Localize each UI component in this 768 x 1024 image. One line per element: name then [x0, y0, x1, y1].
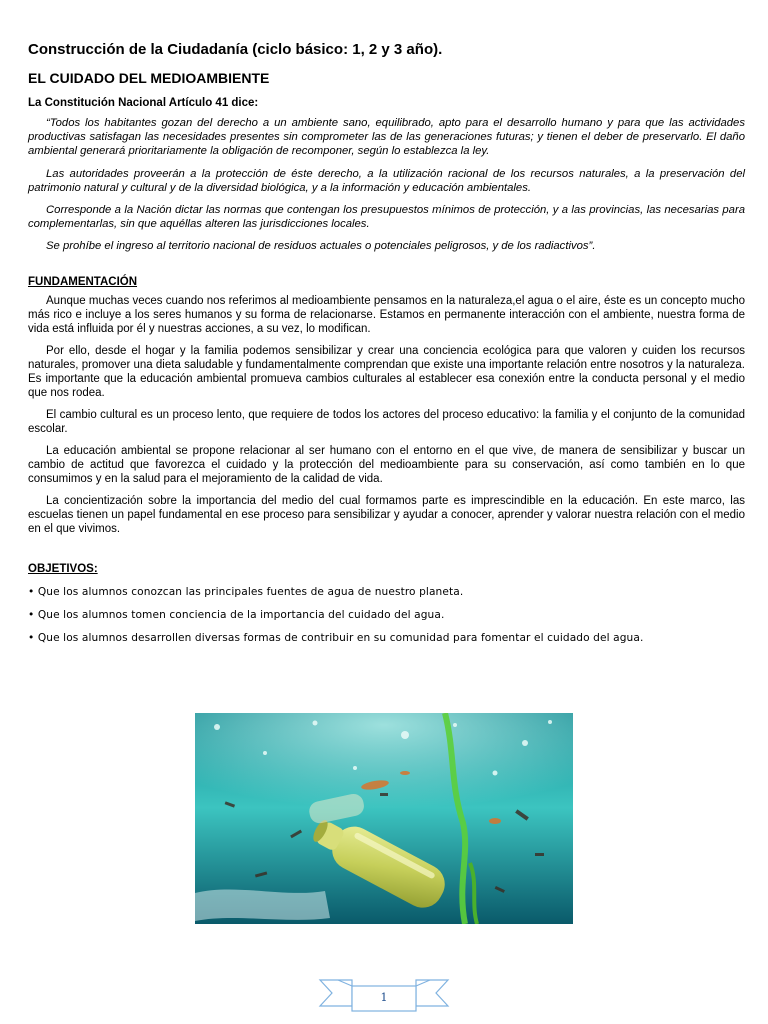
fundamentacion-paragraph: Por ello, desde el hogar y la familia podemos sensibilizar y crear una conciencia ecológica para que valoren y cuiden los recursos naturales, promover una dieta saludable y fundamentalmente comprendan que existe una importante relación entre nosotros y la naturaleza. Es importante que la educación ambiental promueva cambios culturales al establecer esa conexión entre la conducta personal y el medio que nos rodea.	[28, 344, 745, 399]
quote-paragraph: Se prohíbe el ingreso al territorio nacional de residuos actuales o potenciales peligrosos, y de los radiactivos”.	[46, 240, 596, 253]
objetivo-item: • Que los alumnos conozcan las principales fuentes de agua de nuestro planeta.	[28, 585, 464, 598]
quote-paragraph: “Todos los habitantes gozan del derecho a un ambiente sano, equilibrado, apto para el desarrollo humano y para que las actividades productivas satisfagan las necesidades presentes sin comprometer las de las generaciones futuras; y tienen el deber de preservarlo. El daño ambiental generará prioritariamente la obligación de recomponer, según lo establezca la ley.	[28, 117, 745, 158]
underwater-plastic-photo	[195, 713, 573, 924]
constitution-quote	[28, 116, 745, 254]
constitution-heading: La Constitución Nacional Artículo 41 dice:	[28, 97, 259, 109]
fundamentacion-paragraph: La educación ambiental se propone relacionar al ser humano con el entorno en el que vive, de manera de sensibilizar y buscar un cambio de actitud que favorezca el cuidado y la protección del medioambiente para su conservación, así como también en lo que consumimos y en la salud para el mejoramiento de la calidad de vida.	[28, 444, 745, 485]
fundamentacion-heading: FUNDAMENTACIÓN	[28, 275, 138, 288]
fundamentacion-paragraph: Aunque muchas veces cuando nos referimos al medioambiente pensamos en la naturaleza,el agua o el aire, éste es un concepto mucho más rico e incluye a los seres humanos y su forma de relacionarse. Estamos en permanente interacción con el ambiente, nuestra forma de vida está influida por él y nuestras acciones, a su vez, lo modifican.	[28, 294, 745, 335]
objetivos-section	[28, 562, 745, 645]
quote-paragraph: Las autoridades proveerán a la protección de éste derecho, a la utilización racional de los recursos naturales, a la preservación del patrimonio natural y cultural y de la diversidad biológica, y a la información y educación ambientales.	[28, 167, 745, 194]
objetivo-item: • Que los alumnos tomen conciencia de la importancia del cuidado del agua.	[28, 608, 445, 621]
fundamentacion-paragraph: El cambio cultural es un proceso lento, que requiere de todos los actores del proceso educativo: la familia y el conjunto de la comunidad escolar.	[28, 408, 745, 435]
fundamentacion-paragraph: La concientización sobre la importancia del medio del cual formamos parte es imprescindible en la educación. En este marco, las escuelas tienen un papel fundamental en ese proceso para sensibilizar y ayudar a conocer, aprender y valorar nuestra relación con el medio en el que vivimos.	[28, 494, 745, 535]
fundamentacion-section	[28, 275, 745, 536]
document-title: Construcción de la Ciudadanía (ciclo básico: 1, 2 y 3 año).	[28, 41, 443, 58]
quote-paragraph: Corresponde a la Nación dictar las normas que contengan los presupuestos mínimos de protección, y a las provincias, las necesarias para complementarlas, sin que aquéllas alteren las jurisdicciones locales.	[28, 204, 745, 231]
objetivos-list	[28, 585, 745, 645]
document-page	[28, 40, 745, 654]
objetivo-item: • Que los alumnos desarrollen diversas formas de contribuir en su comunidad para fomentar el cuidado del agua.	[28, 631, 644, 644]
objetivos-heading: OBJETIVOS:	[28, 562, 98, 575]
document-subtitle: EL CUIDADO DEL MEDIOAMBIENTE	[28, 70, 270, 86]
page-number: 1	[380, 991, 388, 1004]
